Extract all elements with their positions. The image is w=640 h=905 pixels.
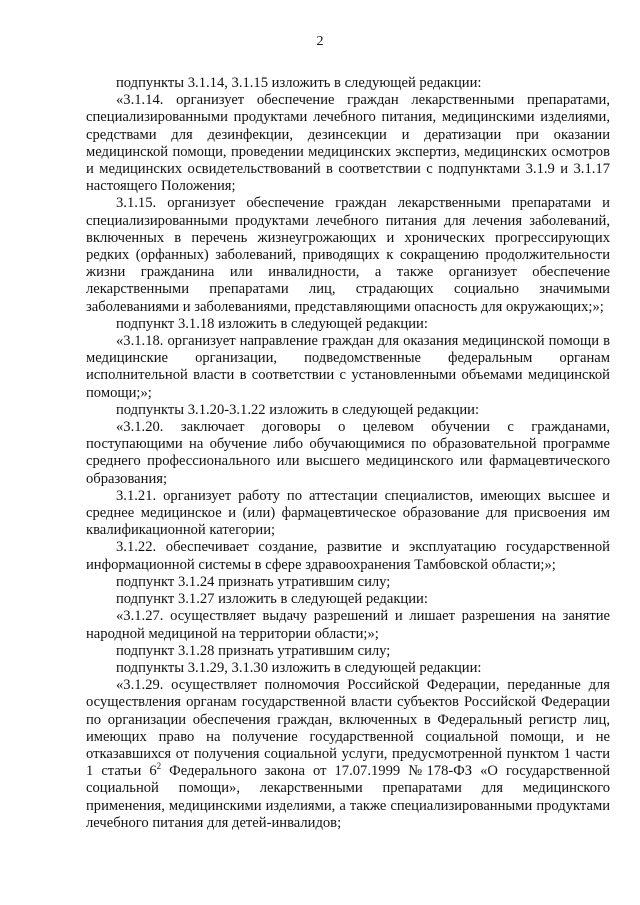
paragraph: подпункты 3.1.29, 3.1.30 изложить в следующей редакции:	[116, 659, 482, 676]
paragraph: 3.1.21. организует работу по аттестации специалистов, имеющих высшее и среднее медицинское и (или) фармацевтическое образование для присвоения им квалификационной категории;	[86, 487, 610, 539]
paragraph-text: Федерального закона от 17.07.1999 №178-ФЗ «О государственной социальной помощи», лекарственными препаратами для медицинского применения, медицинскими изделиями, а также специализированными продуктами лечебного питания для детей-инвалидов;	[86, 763, 611, 831]
paragraph: «3.1.14. организует обеспечение граждан лекарственными препаратами, специализированными продуктами лечебного питания, медицинскими изделиями, средствами для дезинфекции, дезинсекции и дератизации при оказании медицинской помощи, проведении медицинских экспертиз, медицинских осмотров и медицинских освидетельствований в соответствии с подпунктами 3.1.9 и 3.1.17 настоящего Положения;	[86, 92, 610, 195]
paragraph: подпункт 3.1.24 признать утратившим силу;	[116, 573, 391, 590]
paragraph: подпункты 3.1.14, 3.1.15 изложить в следующей редакции:	[116, 75, 482, 91]
paragraph: 3.1.22. обеспечивает создание, развитие и эксплуатацию государственной информационной системы в сфере здравоохранения Тамбовской области;»;	[86, 539, 610, 573]
paragraph: «3.1.27. осуществляет выдачу разрешений и лишает разрешения на занятие народной медициной на территории области;»;	[86, 608, 610, 642]
paragraph: «3.1.20. заключает договоры о целевом обучении с гражданами, поступающими на обучение либо обучающимися по образовательной программе среднего профессионального или высшего медицинского или фармацевтического образования;	[86, 419, 610, 487]
paragraph: подпункт 3.1.27 изложить в следующей редакции:	[116, 591, 428, 608]
document-body	[86, 75, 610, 832]
paragraph: 3.1.15. организует обеспечение граждан лекарственными препаратами и специализированными продуктами лечебного питания для лечения заболеваний, включенных в перечень жизнеугрожающих и хронических прогрессирующих редких (орфанных) заболеваний, приводящих к сокращению продолжительности жизни гражданина или инвалидности, а также организует обеспечение лекарственными препаратами лиц, страдающих социально значимыми заболеваниями и заболеваниями, представляющими опасность для окружающих;»;	[86, 195, 610, 315]
superscript: 2	[156, 761, 162, 772]
paragraph-text: «3.1.29. осуществляет полномочия Российской Федерации, переданные для осуществления органам государственной власти субъектов Российской Федерации по организации обеспечения граждан, включенных в Федеральный регистр лиц, имеющих право на получение государственной социальной помощи, и не отказавшихся от получения социальной услуги, предусмотренной пунктом 1 части 1 статьи 6	[86, 677, 610, 780]
paragraph: подпункты 3.1.20-3.1.22 изложить в следующей редакции:	[116, 401, 480, 418]
paragraph: «3.1.18. организует направление граждан для оказания медицинской помощи в медицинские организации, подведомственные федеральным органам исполнительной власти в соответствии с установленными объемами медицинской помощи;»;	[86, 333, 610, 401]
paragraph: подпункт 3.1.28 признать утратившим силу;	[116, 642, 391, 659]
paragraph: подпункт 3.1.18 изложить в следующей редакции:	[116, 315, 428, 332]
paragraph-last	[86, 677, 610, 832]
page-number: 2	[316, 34, 324, 49]
